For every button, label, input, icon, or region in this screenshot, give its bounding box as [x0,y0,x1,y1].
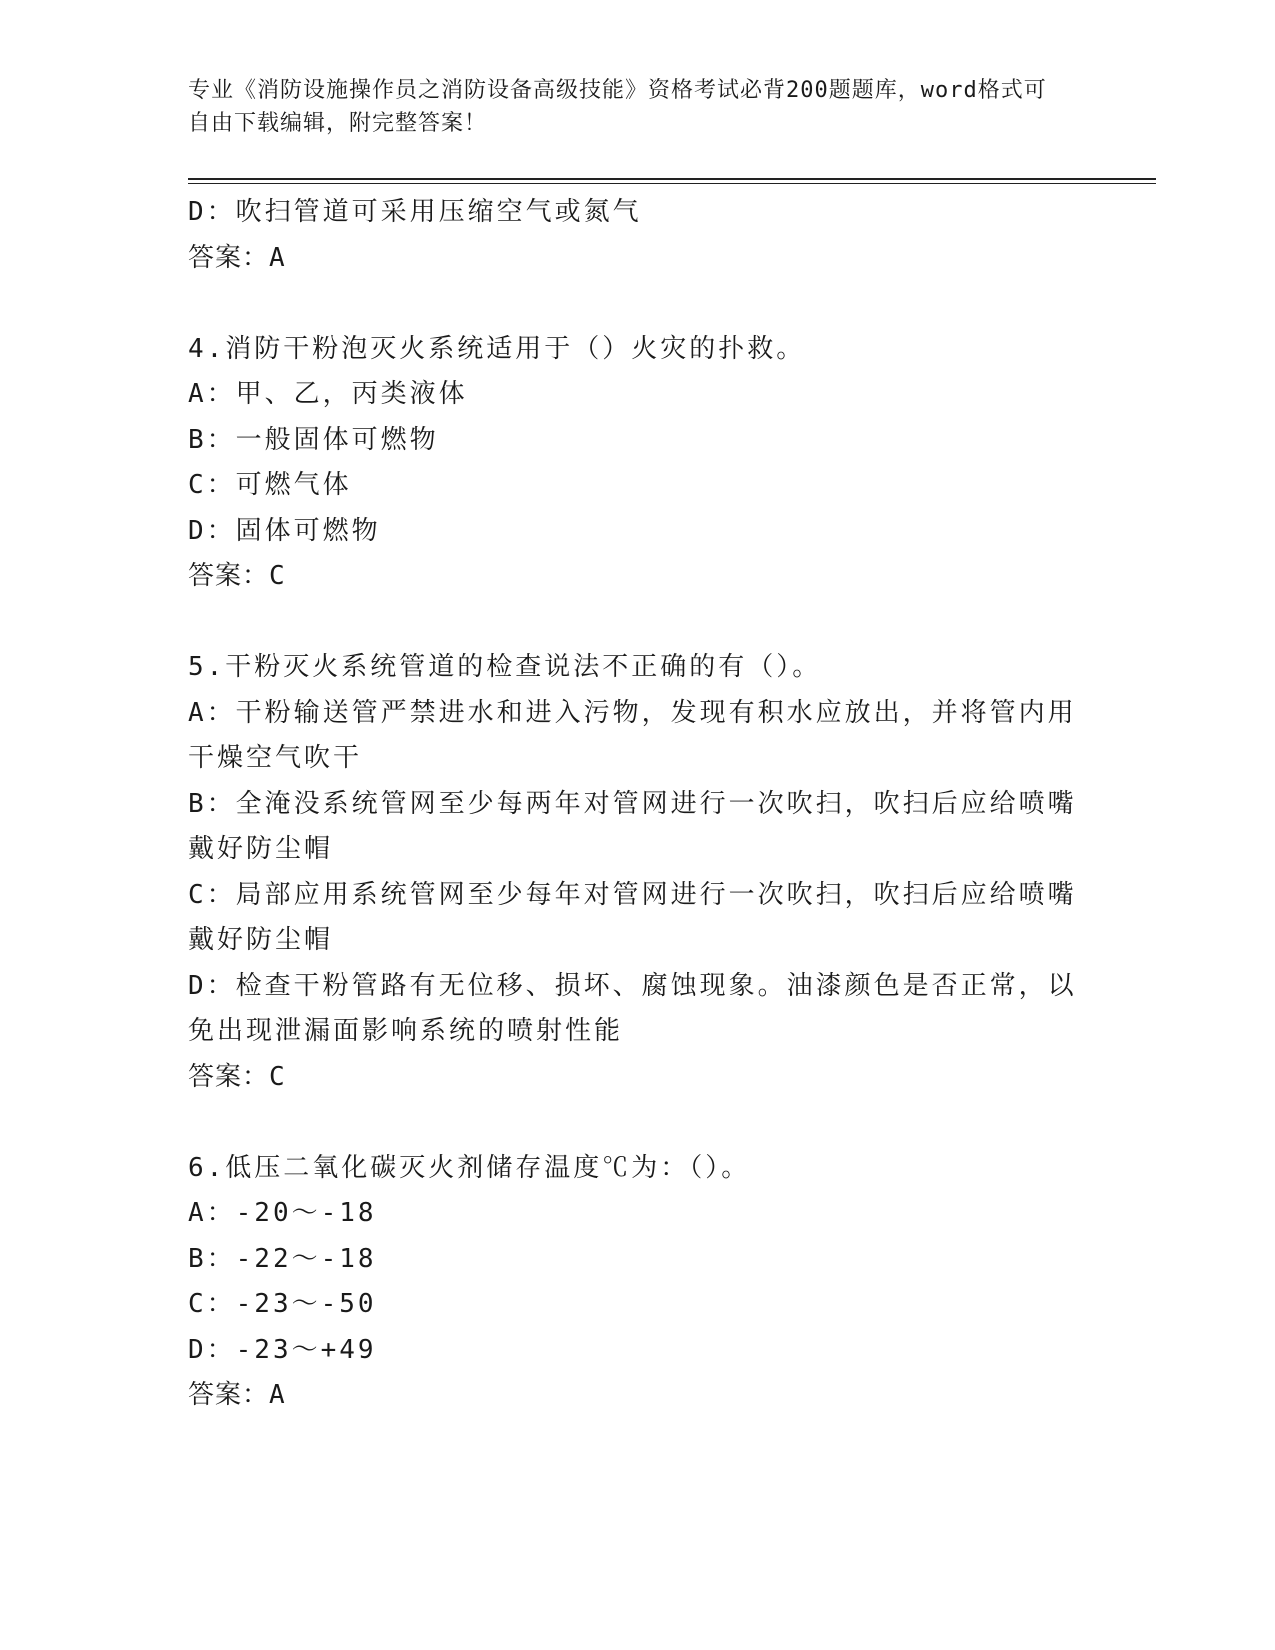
option-d: D：固体可燃物 [188,515,381,546]
option-c: C：-23～-50 [188,1289,377,1319]
question-list [188,190,1088,1419]
option-a: A：干粉输送管严禁进水和进入污物，发现有积水应放出，并将管内用干燥空气吹干 [188,697,1077,773]
option-d: D：检查干粉管路有无位移、损坏、腐蚀现象。油漆颜色是否正常，以免出现泄漏面影响系统的喷射性能 [188,970,1077,1046]
option-c: C：局部应用系统管网至少每年对管网进行一次吹扫，吹扫后应给喷嘴戴好防尘帽 [188,879,1077,955]
question-block-4 [188,327,1088,600]
header-divider-thick [188,178,1156,180]
spacer [188,600,1088,646]
option-a: A：甲、乙，丙类液体 [188,379,468,409]
header-divider-thin [188,183,1156,184]
answer-line: 答案：C [188,561,286,591]
carryover-block [188,190,1088,281]
question-stem: 4.消防干粉泡灭火系统适用于（）火灾的扑救。 [188,333,806,364]
option-a: A：-20～-18 [188,1198,377,1228]
option-d: D：-23～+49 [188,1334,377,1365]
answer-line: 答案：A [188,1380,286,1410]
question-block-6 [188,1146,1088,1419]
option-d: D：吹扫管道可采用压缩空气或氮气 [188,197,642,227]
question-stem: 5.干粉灭火系统管道的检查说法不正确的有（）。 [188,652,822,682]
option-b: B：-22～-18 [188,1243,377,1274]
answer-line: 答案：C [188,1061,286,1092]
option-c: C：可燃气体 [188,470,352,500]
option-b: B：全淹没系统管网至少每两年对管网进行一次吹扫，吹扫后应给喷嘴戴好防尘帽 [188,788,1077,864]
question-stem: 6.低压二氧化碳灭火剂储存温度℃为：（）。 [188,1152,751,1183]
document-header: 专业《消防设施操作员之消防设备高级技能》资格考试必背200题题库，word格式可自由下载编辑，附完整答案！ [188,78,1047,136]
answer-line: 答案：A [188,242,286,273]
spacer [188,281,1088,327]
spacer [188,1100,1088,1146]
question-block-5 [188,645,1088,1100]
option-b: B：一般固体可燃物 [188,424,439,455]
